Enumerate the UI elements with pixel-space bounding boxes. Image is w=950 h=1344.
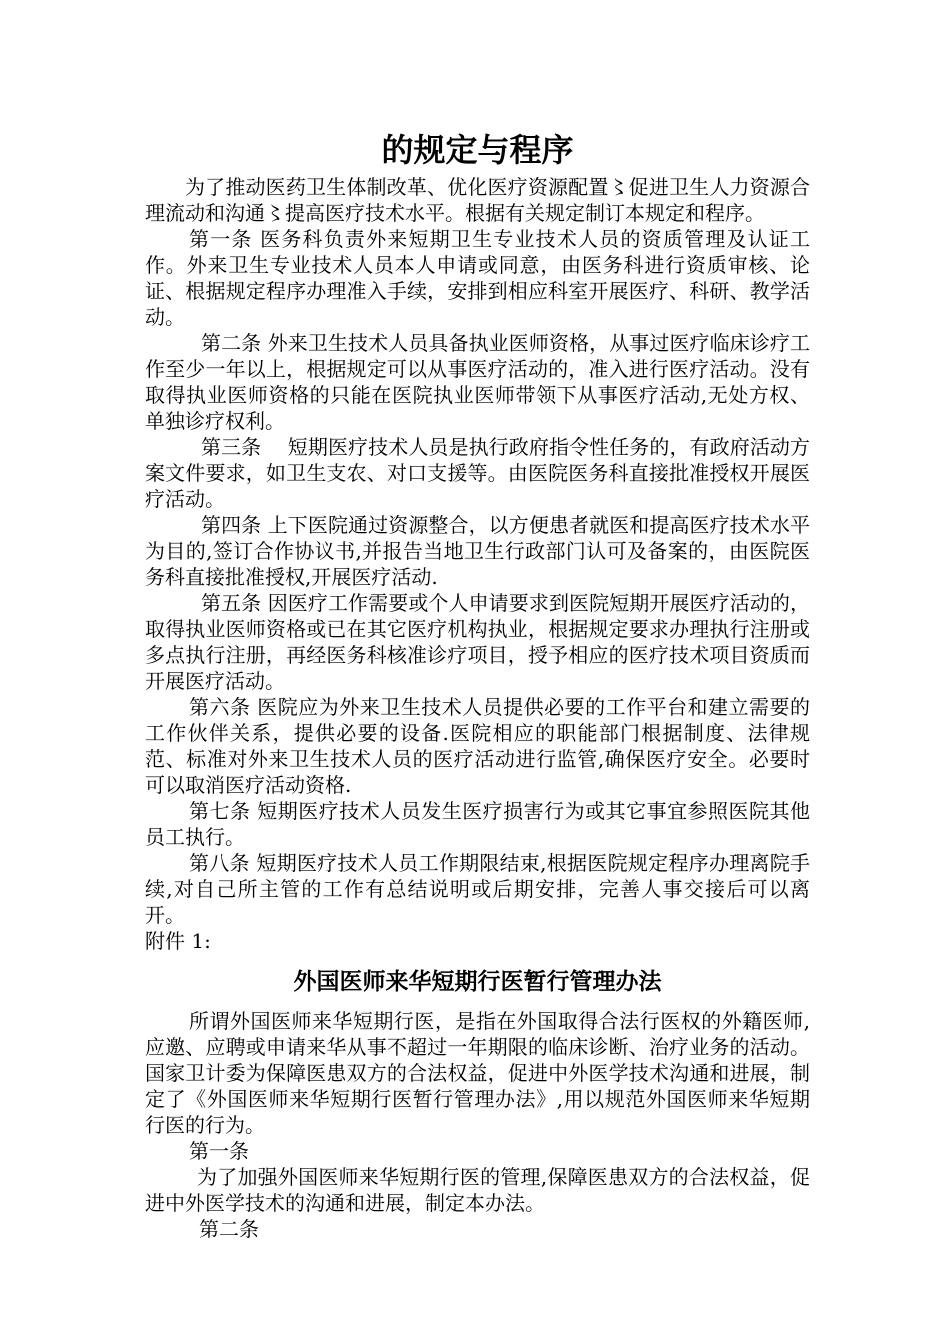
attachment-article-2-label: 第二条 (199, 1217, 259, 1241)
attachment-article-1-text: 为了加强外国医师来华短期行医的管理,保障医患双方的合法权益，促进中外医学技术的沟通和进展，制定本办法。 (145, 1165, 810, 1215)
article-6: 第六条 医院应为外来卫生技术人员提供必要的工作平台和建立需要的工作伙伴关系，提供必要的设备.医院相应的职能部门根据制度、法律规范、标准对外来卫生技术人员的医疗活动进行监管,确保医疗安全。必要时可以取消医疗活动资格. (145, 695, 810, 797)
article-8: 第八条 短期医疗技术人员工作期限结束,根据医院规定程序办理离院手续,对自己所主管的工作有总结说明或后期安排，完善人事交接后可以离开。 (145, 851, 810, 927)
document-body (145, 128, 810, 1242)
attachment-title: 外国医师来华短期行医暂行管理办法 (293, 969, 662, 995)
article-7: 第七条 短期医疗技术人员发生医疗损害行为或其它事宜参照医院其他员工执行。 (145, 799, 810, 849)
article-4: 第四条 上下医院通过资源整合，以方便患者就医和提高医疗技术水平为目的,签订合作协议书,并报告当地卫生行政部门认可及备案的，由医院医务科直接批准授权,开展医疗活动. (145, 513, 810, 589)
article-1: 第一条 医务科负责外来短期卫生专业技术人员的资质管理及认证工作。外来卫生专业技术人员本人申请或同意，由医务科进行资质审核、论证、根据规定程序办理准入手续，安排到相应科室开展医疗、科研、教学活动。 (145, 227, 810, 329)
intro-paragraph: 为了推动医药卫生体制改革、优化医疗资源配置〻促进卫生人力资源合理流动和沟通〻提高医疗技术水平。根据有关规定制订本规定和程序。 (145, 175, 810, 225)
article-3: 第三条 短期医疗技术人员是执行政府指令性任务的，有政府活动方案文件要求，如卫生支农、对口支援等。由医院医务科直接批准授权开展医疗活动。 (145, 435, 810, 511)
attachment-article-1-label: 第一条 (189, 1139, 249, 1163)
article-2: 第二条 外来卫生技术人员具备执业医师资格，从事过医疗临床诊疗工作至少一年以上，根据规定可以从事医疗活动的，准入进行医疗活动。没有取得执业医师资格的只能在医院执业医师带领下从事医疗活动,无处方权、单独诊疗权利。 (145, 331, 810, 433)
document-title: 的规定与程序 (381, 131, 574, 169)
article-5: 第五条 因医疗工作需要或个人申请要求到医院短期开展医疗活动的，取得执业医师资格或已在其它医疗机构执业，根据规定要求办理执行注册或多点执行注册，再经医务科核准诊疗项目，授予相应的医疗技术项目资质而开展医疗活动。 (145, 591, 810, 693)
attachment-label: 附件 1: (145, 929, 211, 953)
attachment-intro: 所谓外国医师来华短期行医，是指在外国取得合法行医权的外籍医师,应邀、应聘或申请来华从事不超过一年期限的临床诊断、治疗业务的活动。国家卫计委为保障医患双方的合法权益，促进中外医学技术沟通和进展，制定了《外国医师来华短期行医暂行管理办法》,用以规范外国医师来华短期行医的行为。 (145, 1009, 810, 1137)
